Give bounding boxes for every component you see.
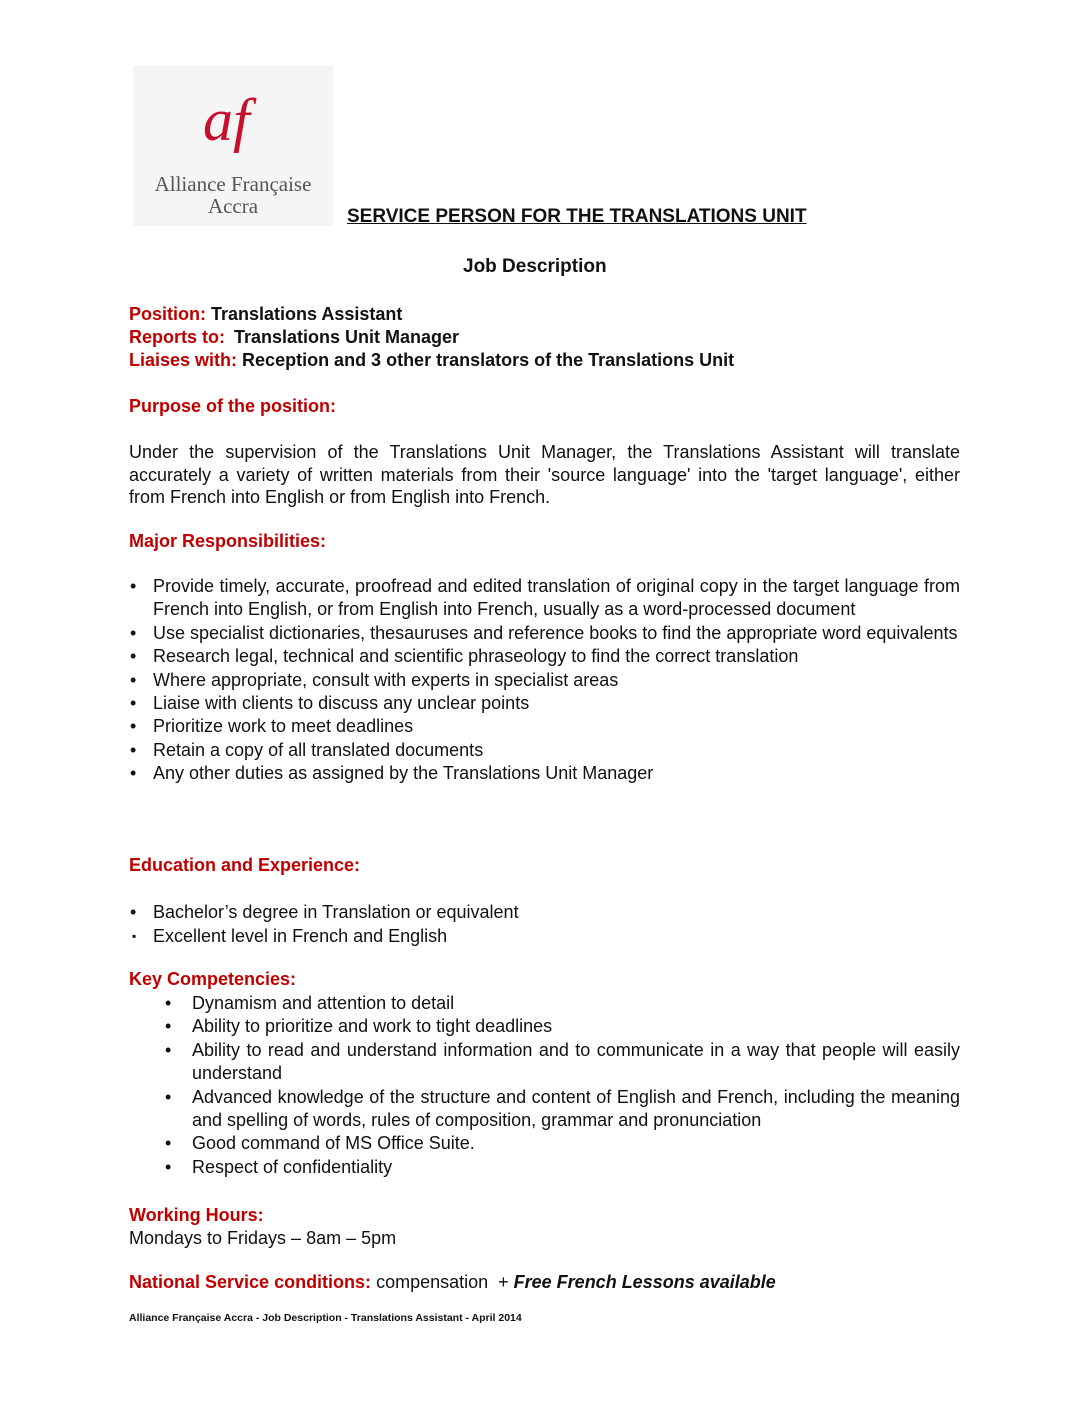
national-service-emphasis: Free French Lessons available — [513, 1272, 776, 1292]
list-item: • Use specialist dictionaries, thesauruses and reference books to find the appropriate word equivalents — [129, 622, 960, 645]
position-value: Translations Assistant — [211, 304, 403, 324]
education-list — [129, 901, 960, 924]
education-list-square — [129, 925, 960, 948]
reports-to-label: Reports to: — [129, 327, 225, 347]
af-mark: af — [203, 87, 250, 153]
list-item: • Provide timely, accurate, proofread and edited translation of original copy in the target language from French into English, or from English into French, usually as a word-processed document — [129, 575, 960, 622]
af-monogram-icon — [133, 66, 333, 176]
list-item: ▪ Excellent level in French and English — [129, 925, 960, 948]
national-service-text: compensation + — [371, 1272, 514, 1292]
list-item: • Ability to read and understand information and to communicate in a way that people will easily understand — [129, 1039, 960, 1086]
liaises-with-label: Liaises with: — [129, 350, 238, 370]
reports-to-value: Translations Unit Manager — [234, 327, 460, 347]
competencies-list — [129, 992, 960, 1179]
list-item: • Prioritize work to meet deadlines — [129, 715, 960, 738]
national-service-label: National Service conditions: — [129, 1272, 372, 1292]
page-title: SERVICE PERSON FOR THE TRANSLATIONS UNIT — [347, 206, 807, 227]
responsibilities-list — [129, 575, 960, 786]
list-item: • Respect of confidentiality — [129, 1156, 960, 1179]
list-item: • Liaise with clients to discuss any unclear points — [129, 692, 960, 715]
position-row — [129, 304, 402, 325]
list-item: • Any other duties as assigned by the Translations Unit Manager — [129, 762, 960, 785]
liaises-with-row — [129, 350, 734, 371]
purpose-heading: Purpose of the position: — [129, 396, 336, 416]
competencies-heading: Key Competencies: — [129, 969, 297, 989]
list-item: • Good command of MS Office Suite. — [129, 1132, 960, 1155]
list-item: • Research legal, technical and scientific phraseology to find the correct translation — [129, 645, 960, 668]
page-footer: Alliance Française Accra - Job Description - Translations Assistant - April 2014 — [129, 1312, 522, 1324]
purpose-text: Under the supervision of the Translations Unit Manager, the Translations Assistant will translate accurately a variety of written materials from their 'source language' into the 'target language', either from French into English or from English into French. — [129, 442, 960, 507]
reports-to-row — [129, 327, 459, 348]
list-item: • Advanced knowledge of the structure and content of English and French, including the meaning and spelling of words, rules of composition, grammar and pronunciation — [129, 1086, 960, 1133]
education-heading: Education and Experience: — [129, 855, 361, 875]
logo-city: Accra — [207, 194, 259, 218]
national-service-row — [129, 1272, 776, 1293]
list-item: • Retain a copy of all translated documents — [129, 739, 960, 762]
page-subtitle: Job Description — [463, 256, 607, 277]
working-hours-heading: Working Hours: — [129, 1205, 264, 1225]
alliance-francaise-logo — [133, 66, 333, 226]
list-item: • Ability to prioritize and work to tight deadlines — [129, 1015, 960, 1038]
responsibilities-heading: Major Responsibilities: — [129, 531, 327, 551]
logo-name: Alliance Française — [154, 172, 312, 196]
working-hours-text: Mondays to Fridays – 8am – 5pm — [129, 1228, 397, 1248]
liaises-with-value: Reception and 3 other translators of the Translations Unit — [242, 350, 735, 370]
position-label: Position: — [129, 304, 206, 324]
list-item: • Where appropriate, consult with experts in specialist areas — [129, 669, 960, 692]
list-item: • Bachelor’s degree in Translation or equivalent — [129, 901, 960, 924]
list-item: • Dynamism and attention to detail — [129, 992, 960, 1015]
